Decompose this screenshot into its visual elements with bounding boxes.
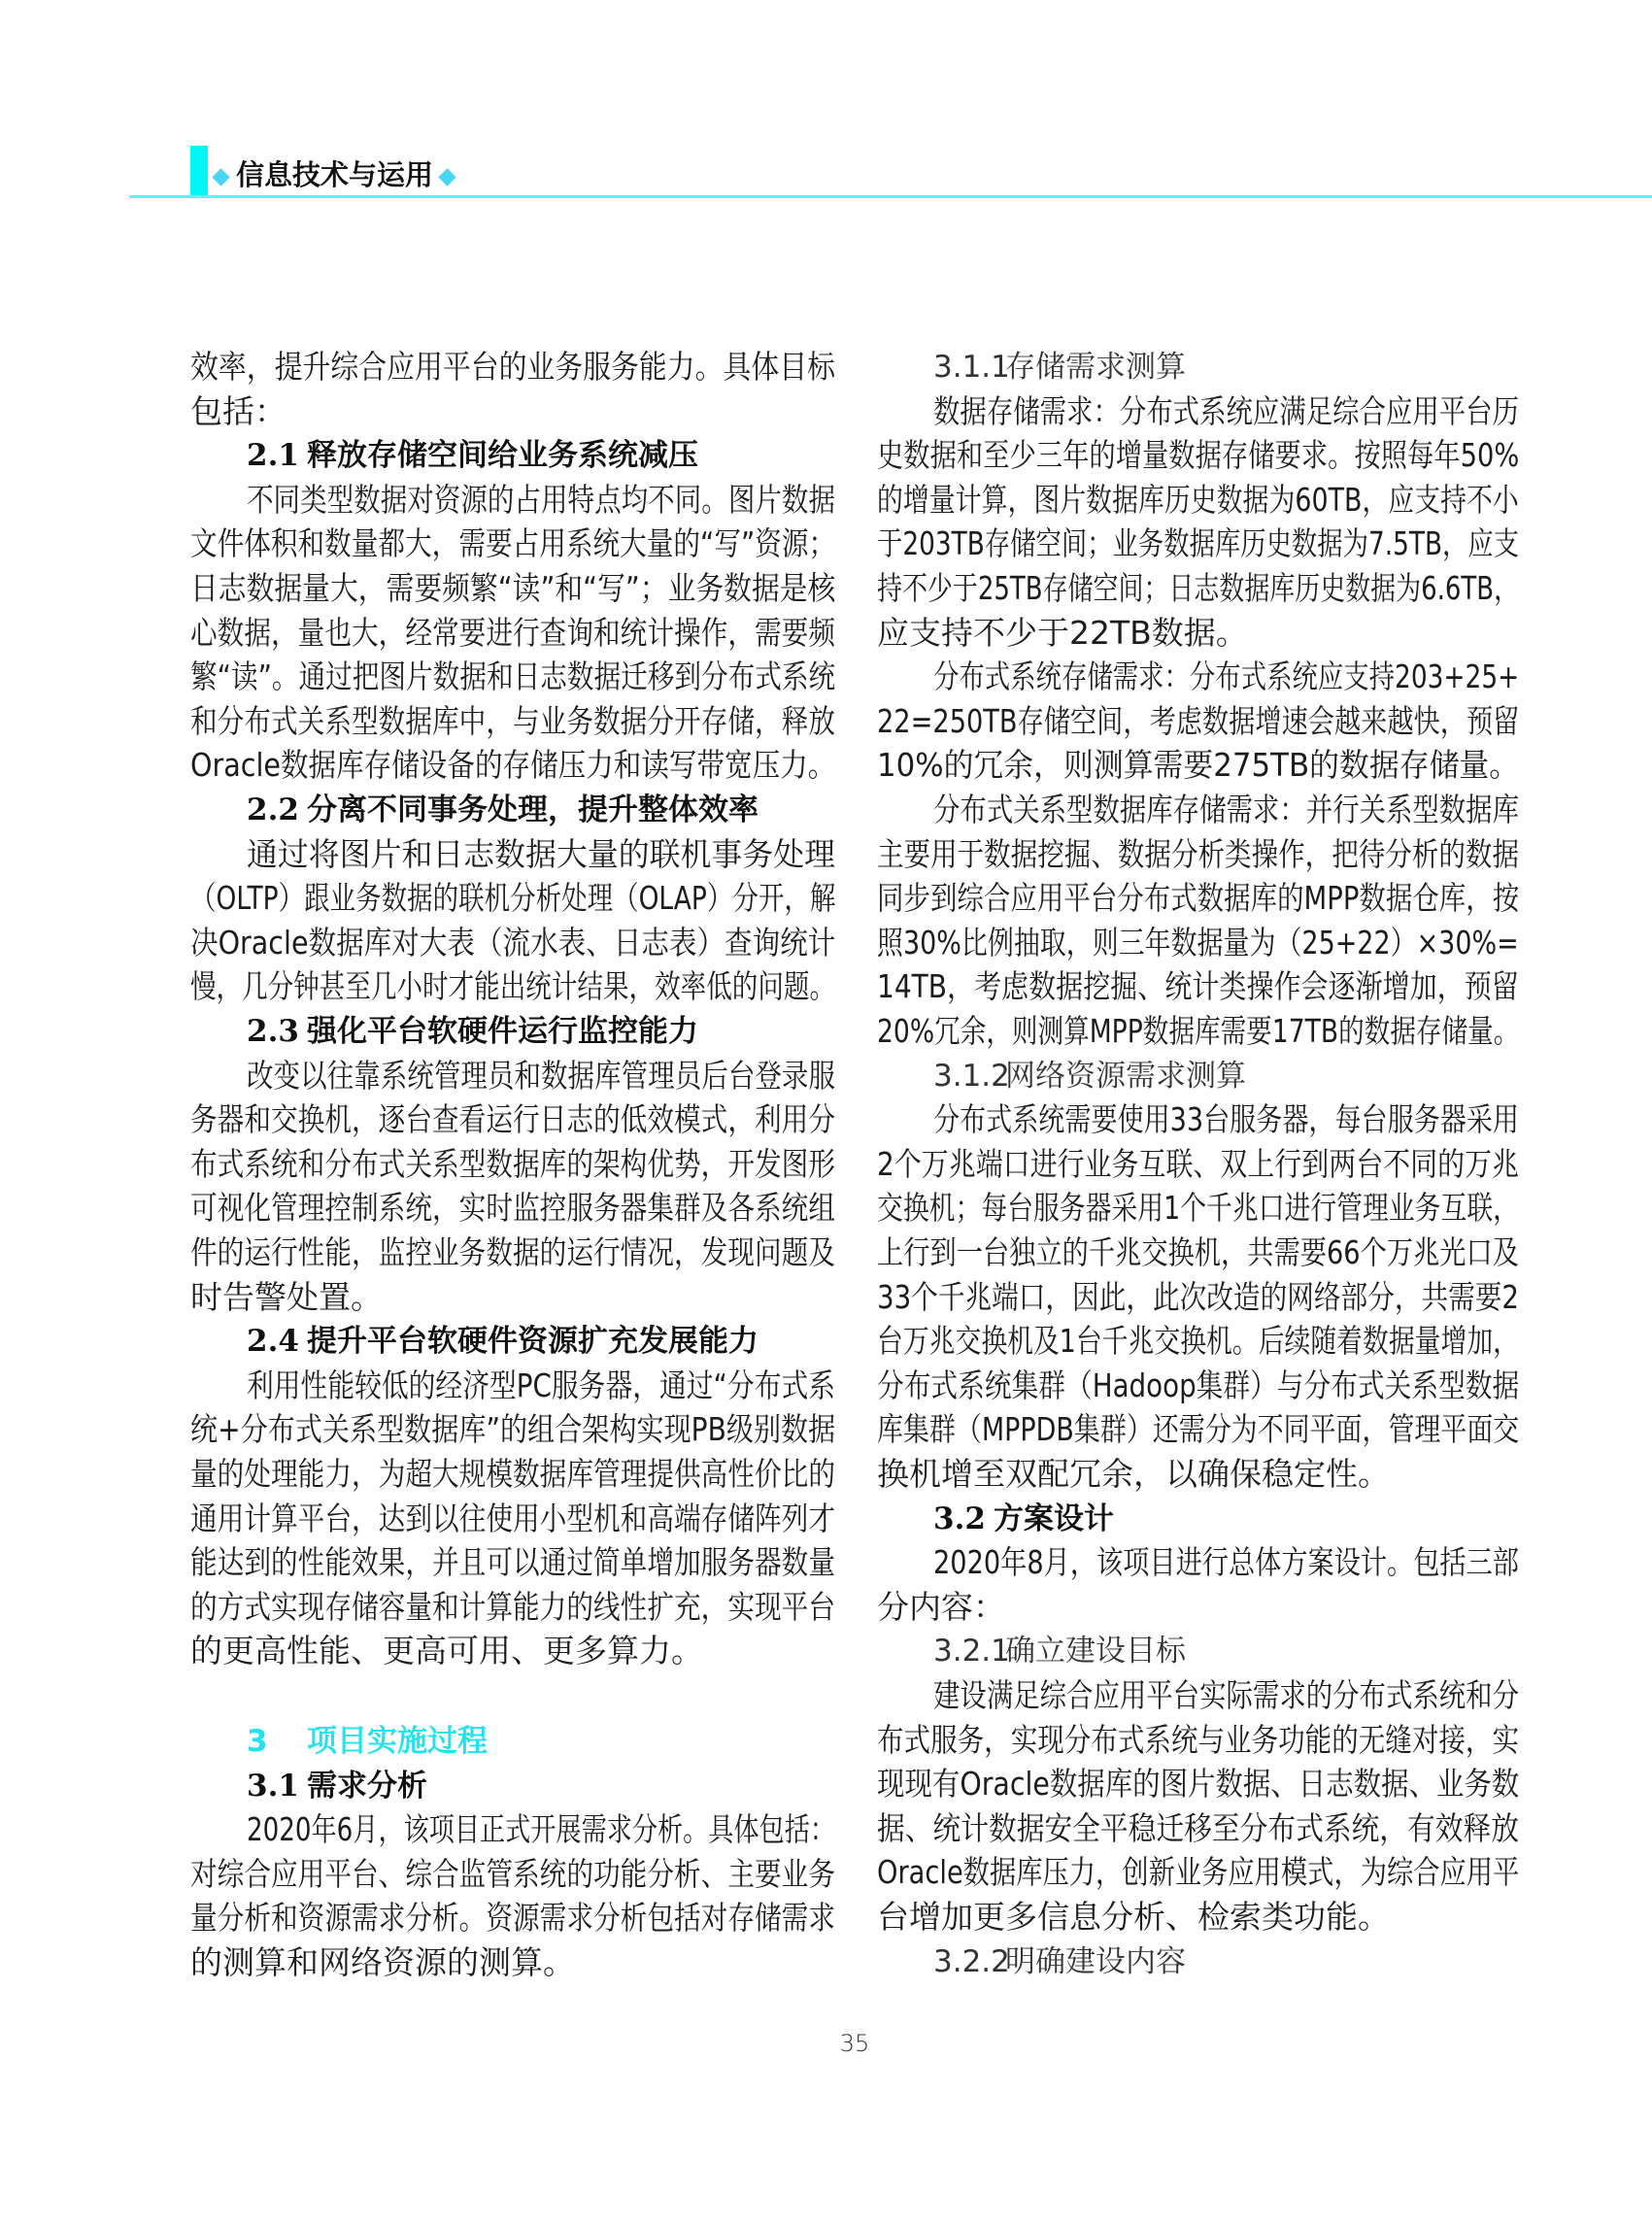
paragraph-line: 史数据和至少三年的增量数据存储要求。按照每年50% — [877, 436, 1520, 475]
paragraph-line: 对综合应用平台、综合监管系统的功能分析、主要业务 — [190, 1854, 835, 1893]
paragraph-line: 于203TB存储空间；业务数据库历史数据为7.5TB，应支 — [877, 524, 1520, 563]
subsection-heading — [247, 789, 835, 831]
journal-section-title: 信息技术与运用 — [236, 158, 434, 191]
paragraph-line: 决Oracle数据库对大表（流水表、日志表）查询统计 — [190, 923, 836, 961]
heading-title: 强化平台软硬件运行监控能力 — [307, 1014, 698, 1049]
paragraph-line: 布式系统和分布式关系型数据库的架构优势，开发图形 — [190, 1144, 835, 1183]
subsubsection-heading — [933, 346, 1519, 388]
paragraph-line: 包括： — [190, 391, 287, 430]
paragraph-line: 数据存储需求：分布式系统应满足综合应用平台历 — [933, 391, 1519, 430]
heading-title: 提升平台软硬件资源扩充发展能力 — [307, 1324, 759, 1360]
paragraph-line: 交换机；每台服务器采用1个千兆口进行管理业务互联， — [877, 1189, 1519, 1228]
paragraph-line: 量的处理能力，为超大规模数据库管理提供高性价比的 — [190, 1455, 835, 1493]
paragraph-line: 20%冗余，则测算MPP数据库需要17TB的数据存储量。 — [877, 1012, 1520, 1050]
paragraph-line: 布式服务，实现分布式系统与业务功能的无缝对接，实 — [877, 1720, 1519, 1759]
paragraph-line: 2020年8月，该项目进行总体方案设计。包括三部 — [933, 1543, 1519, 1582]
heading-number: 3.2.1 — [933, 1634, 1010, 1670]
subsection-heading — [247, 434, 835, 477]
paragraph-line: 照30%比例抽取，则三年数据量为（25+22）×30%= — [877, 923, 1519, 961]
diamond-icon — [438, 168, 455, 186]
heading-number: 2.2 — [247, 793, 299, 827]
subsubsection-heading — [933, 1055, 1519, 1097]
heading-number: 3.1 — [247, 1768, 299, 1804]
paragraph-line: 主要用于数据挖掘、数据分析类操作，把待分析的数据 — [877, 834, 1519, 873]
paragraph-line: 同步到综合应用平台分布式数据库的MPP数据仓库，按 — [877, 879, 1520, 918]
paragraph-line: 分内容： — [877, 1587, 1005, 1626]
diamond-icon — [212, 168, 229, 186]
subsection-heading — [933, 1498, 1519, 1540]
heading-title: 分离不同事务处理，提升整体效率 — [307, 793, 759, 827]
paragraph-line: 2020年6月，该项目正式开展需求分析。具体包括： — [247, 1810, 835, 1849]
paragraph-line: 2个万兆端口进行业务互联、双上行到两台不同的万兆 — [877, 1144, 1519, 1183]
paragraph-line: 可视化管理控制系统，实时监控服务器集群及各系统组 — [190, 1189, 835, 1228]
paragraph-line: 换机增至双配冗余，以确保稳定性。 — [877, 1455, 1390, 1493]
paragraph-line: 14TB，考虑数据挖掘、统计类操作会逐渐增加，预留 — [877, 967, 1519, 1006]
paragraph-line: 日志数据量大，需要频繁“读”和“写”；业务数据是核 — [190, 569, 836, 607]
paragraph-line: 心数据，量也大，经常要进行查询和统计操作，需要频 — [190, 613, 835, 652]
paragraph-line: 10%的冗余，则测算需要275TB的数据存储量。 — [877, 746, 1520, 785]
heading-number: 3.2 — [933, 1501, 986, 1536]
paragraph-line: 不同类型数据对资源的占用特点均不同。图片数据 — [247, 480, 835, 519]
paragraph-line: 应支持不少于22TB数据。 — [877, 613, 1248, 652]
paragraph-line: 台万兆交换机及1台千兆交换机。后续随着数据量增加， — [877, 1322, 1519, 1361]
paragraph-line: 文件体积和数量都大，需要占用系统大量的“写”资源； — [190, 524, 836, 563]
paragraph-line: 33个千兆端口，因此，此次改造的网络部分，共需要2 — [877, 1277, 1519, 1316]
header-accent-bar — [190, 146, 208, 196]
paragraph-line: 通用计算平台，达到以往使用小型机和高端存储阵列才 — [190, 1499, 835, 1537]
paragraph-line: Oracle数据库压力，创新业务应用模式，为综合应用平 — [877, 1853, 1520, 1892]
heading-title: 需求分析 — [307, 1768, 427, 1804]
heading-title: 网络资源需求测算 — [1005, 1058, 1246, 1094]
paragraph-line: 分布式系统集群（Hadoop集群）与分布式关系型数据 — [877, 1366, 1520, 1404]
header-rule — [129, 195, 1652, 198]
heading-title: 释放存储空间给业务系统减压 — [307, 438, 698, 474]
subsubsection-heading — [933, 1940, 1519, 1983]
paragraph-line: 的测算和网络资源的测算。 — [190, 1943, 575, 1981]
paragraph-line: 分布式系统存储需求：分布式系统应支持203+25+ — [933, 658, 1520, 696]
paragraph-line: 据、统计数据安全平稳迁移至分布式系统，有效释放 — [877, 1808, 1519, 1847]
paragraph-line: 持不少于25TB存储空间；日志数据库历史数据为6.6TB， — [877, 569, 1520, 607]
paragraph-line: 效率，提升综合应用平台的业务服务能力。具体目标 — [190, 348, 835, 386]
paragraph-line: 22=250TB存储空间，考虑数据增速会越来越快，预留 — [877, 701, 1520, 740]
subsection-heading — [247, 1765, 835, 1807]
page-number: 35 — [839, 2030, 870, 2057]
paragraph-line: 利用性能较低的经济型PC服务器，通过“分布式系 — [247, 1366, 836, 1404]
paragraph-line: （OLTP）跟业务数据的联机分析处理（OLAP）分开，解 — [190, 879, 836, 918]
heading-number: 3 — [247, 1724, 268, 1759]
paragraph-line: 改变以往靠系统管理员和数据库管理员后台登录服 — [247, 1056, 835, 1095]
paragraph-line: 和分布式关系型数据库中，与业务数据分开存储，释放 — [190, 701, 835, 740]
subsection-heading — [247, 1010, 835, 1053]
paragraph-line: 时告警处置。 — [190, 1277, 383, 1316]
heading-number: 3.2.2 — [933, 1943, 1010, 1979]
paragraph-line: 统+分布式关系型数据库”的组合架构实现PB级别数据 — [190, 1410, 836, 1449]
paragraph-line: 能达到的性能效果，并且可以通过简单增加服务器数量 — [190, 1543, 835, 1582]
subsubsection-heading — [933, 1630, 1519, 1672]
paragraph-line: 上行到一台独立的千兆交换机，共需要66个万兆光口及 — [877, 1233, 1519, 1271]
heading-number: 3.1.2 — [933, 1058, 1010, 1094]
heading-title: 存储需求测算 — [1005, 350, 1186, 385]
paragraph-line: 的方式实现存储容量和计算能力的线性扩充，实现平台 — [190, 1587, 835, 1626]
paragraph-line: 建设满足综合应用平台实际需求的分布式系统和分 — [933, 1676, 1519, 1714]
heading-number: 2.3 — [247, 1014, 299, 1049]
paragraph-line: 务器和交换机，逐台查看运行日志的低效模式，利用分 — [190, 1100, 835, 1139]
heading-number: 2.4 — [247, 1324, 299, 1360]
paragraph-line: 分布式系统需要使用33台服务器，每台服务器采用 — [933, 1100, 1519, 1139]
paragraph-line: 慢，几分钟甚至几小时才能出统计结果，效率低的问题。 — [190, 967, 835, 1006]
heading-title: 方案设计 — [994, 1501, 1114, 1536]
heading-number: 3.1.1 — [933, 350, 1010, 385]
heading-title: 项目实施过程 — [307, 1724, 488, 1759]
heading-title: 确立建设目标 — [1005, 1634, 1186, 1670]
paragraph-line: 繁“读”。通过把图片数据和日志数据迁移到分布式系统 — [190, 658, 836, 696]
paragraph-line: 件的运行性能，监控业务数据的运行情况，发现问题及 — [190, 1233, 835, 1271]
paragraph-line: 的更高性能、更高可用、更多算力。 — [190, 1632, 703, 1670]
paragraph-line: 通过将图片和日志数据大量的联机事务处理 — [247, 834, 835, 873]
paragraph-line: 库集群（MPPDB集群）还需分为不同平面，管理平面交 — [877, 1410, 1520, 1449]
paragraph-line: 台增加更多信息分析、检索类功能。 — [877, 1898, 1390, 1936]
subsection-heading — [247, 1320, 835, 1363]
paragraph-line: 分布式关系型数据库存储需求：并行关系型数据库 — [933, 791, 1519, 828]
heading-title: 明确建设内容 — [1005, 1943, 1186, 1979]
paragraph-line: 量分析和资源需求分析。资源需求分析包括对存储需求 — [190, 1899, 835, 1938]
paragraph-line: 现现有Oracle数据库的图片数据、日志数据、业务数 — [877, 1765, 1520, 1804]
section-heading — [247, 1720, 835, 1763]
heading-number: 2.1 — [247, 438, 299, 474]
paragraph-line: 的增量计算，图片数据库历史数据为60TB，应支持不小 — [877, 480, 1519, 519]
paragraph-line: Oracle数据库存储设备的存储压力和读写带宽压力。 — [190, 746, 836, 785]
